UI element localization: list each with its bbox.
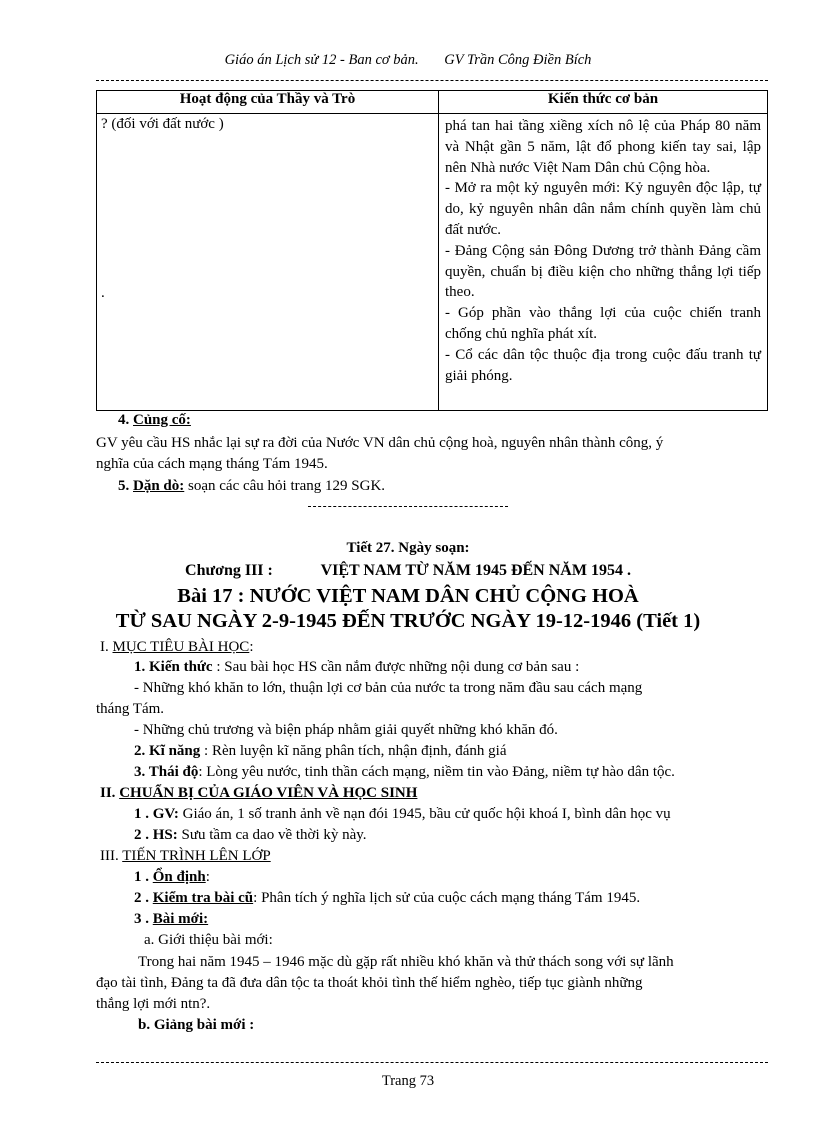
step-3-line: 3 . Bài mới: <box>134 911 209 927</box>
step-2-label: Kiểm tra bài cũ <box>152 890 254 906</box>
intro-line: thắng lợi mới ntn?. <box>96 996 211 1012</box>
skill-line: 2. Kĩ năng : Rèn luyện kĩ năng phân tích, nhận định, đánh giá <box>134 743 507 759</box>
section-3-title: TIẾN TRÌNH LÊN LỚP <box>122 848 271 864</box>
intro-label: a. Giới thiệu bài mới: <box>144 932 273 948</box>
skill-label: 2. Kĩ năng <box>134 743 201 759</box>
knowledge-line: 1. Kiến thức : Sau bài học HS cần nắm được những nội dung cơ bản sau : <box>134 659 580 675</box>
footer-divider <box>96 1062 768 1063</box>
chapter-heading <box>0 562 816 580</box>
knowledge-item: tháng Tám. <box>96 701 165 717</box>
knowledge-paragraph: - Mở ra một kỷ nguyên mới: Kỷ nguyên độc lập, tự do, kỷ nguyên nhân dân nắm chính quyền làm chủ đất nước. <box>445 180 761 238</box>
section-divider <box>308 506 508 507</box>
section-1-title: MỤC TIÊU BÀI HỌC <box>112 639 250 655</box>
activity-question: ? (đối với đất nước ) <box>101 116 224 132</box>
homework-text: soạn các câu hỏi trang 129 SGK. <box>184 478 386 494</box>
lesson-period: Tiết 27. Ngày soạn: <box>346 540 470 556</box>
teacher-prep-line: 1 . GV: Giáo án, 1 số tranh ảnh về nạn đói 1945, bầu cử quốc hội khoá I, bình dân học vụ <box>134 806 671 822</box>
header-divider <box>96 80 768 81</box>
step-2-line: 2 . Kiểm tra bài cũ: Phân tích ý nghĩa lịch sử của cuộc cách mạng tháng Tám 1945. <box>134 890 641 906</box>
consolidate-line: nghĩa của cách mạng tháng Tám 1945. <box>96 456 328 472</box>
knowledge-paragraph: - Đảng Cộng sản Đông Dương trở thành Đảng cầm quyền, chuẩn bị điều kiện cho những thắng lợi tiếp theo. <box>445 242 761 301</box>
step-1-label: Ổn định <box>152 869 206 885</box>
step-3-label: Bài mới: <box>152 911 209 927</box>
knowledge-label: 1. Kiến thức <box>134 659 213 675</box>
intro-line: đạo tài tình, Đảng ta đã đưa dân tộc ta thoát khỏi tình thế hiểm nghèo, tiếp tục giành những <box>96 975 643 991</box>
table-header-activities: Hoạt động của Thầy và Trò <box>97 91 439 114</box>
knowledge-item: - Những khó khăn to lớn, thuận lợi cơ bản của nước ta trong năm đầu sau cách mạng <box>134 680 643 696</box>
attitude-line: 3. Thái độ: Lòng yêu nước, tinh thần cách mạng, niềm tin vào Đảng, niềm tự hào dân tộc. <box>134 764 675 780</box>
page-header <box>0 52 816 69</box>
section-1-heading: I. MỤC TIÊU BÀI HỌC: <box>100 639 254 655</box>
knowledge-item: - Những chủ trương và biện pháp nhằm giải quyết những khó khăn đó. <box>134 722 558 738</box>
student-prep-line: 2 . HS: Sưu tầm ca dao về thời kỳ này. <box>134 827 367 843</box>
intro-line: Trong hai năm 1945 – 1946 mặc dù gặp rất nhiều khó khăn và thử thách song với sự lãnh <box>138 954 674 970</box>
consolidate-heading: 4. Củng cố: <box>118 412 191 428</box>
activity-dot: . <box>101 285 105 301</box>
table-header-knowledge: Kiến thức cơ bản <box>439 91 768 114</box>
consolidate-line: GV yêu cầu HS nhắc lại sự ra đời của Nước VN dân chủ cộng hoà, nguyên nhân thành công, ý <box>96 435 664 451</box>
chapter-title: VIỆT NAM TỪ NĂM 1945 ĐẾN NĂM 1954 . <box>320 562 631 579</box>
section-2-title: CHUẨN BỊ CỦA GIÁO VIÊN VÀ HỌC SINH <box>119 785 418 801</box>
knowledge-paragraph: - Cổ các dân tộc thuộc địa trong cuộc đấu tranh tự giải phóng. <box>445 346 761 384</box>
consolidate-label: Củng cố: <box>133 412 191 428</box>
table-cell-activities <box>97 114 439 411</box>
table-cell-knowledge <box>439 114 768 411</box>
lesson-title-1: Bài 17 : NƯỚC VIỆT NAM DÂN CHỦ CỘNG HOÀ <box>177 585 639 607</box>
header-course: Giáo án Lịch sử 12 - Ban cơ bản. <box>224 52 419 68</box>
lesson-title-2: TỪ SAU NGÀY 2-9-1945 ĐẾN TRƯỚC NGÀY 19-12-1946 (Tiết 1) <box>115 610 701 632</box>
student-label: 2 . HS: <box>134 827 178 843</box>
knowledge-paragraph: phá tan hai tầng xiềng xích nô lệ của Pháp 80 năm và Nhật gần 5 năm, lật đổ phong kiến tay sai, lập nên Nhà nước Việt Nam Dân chủ Cộng hòa. <box>445 118 761 176</box>
homework-line: 5. Dặn dò: soạn các câu hỏi trang 129 SGK. <box>118 478 386 494</box>
section-3-heading: III. TIẾN TRÌNH LÊN LỚP <box>100 848 271 864</box>
lesson-table <box>96 90 768 411</box>
header-author: GV Trần Công Điền Bích <box>444 52 592 68</box>
homework-label: Dặn dò: <box>133 478 185 494</box>
chapter-label: Chương III : <box>185 562 273 579</box>
teacher-label: 1 . GV: <box>134 806 179 822</box>
page-number: Trang 73 <box>381 1073 435 1089</box>
knowledge-paragraph: - Góp phần vào thắng lợi của cuộc chiến tranh chống chủ nghĩa phát xít. <box>445 305 761 342</box>
attitude-label: 3. Thái độ <box>134 764 199 780</box>
teach-label: b. Giảng bài mới : <box>138 1017 255 1033</box>
section-2-heading: II. CHUẨN BỊ CỦA GIÁO VIÊN VÀ HỌC SINH <box>100 785 418 801</box>
step-1-line: 1 . Ổn định: <box>134 869 210 885</box>
